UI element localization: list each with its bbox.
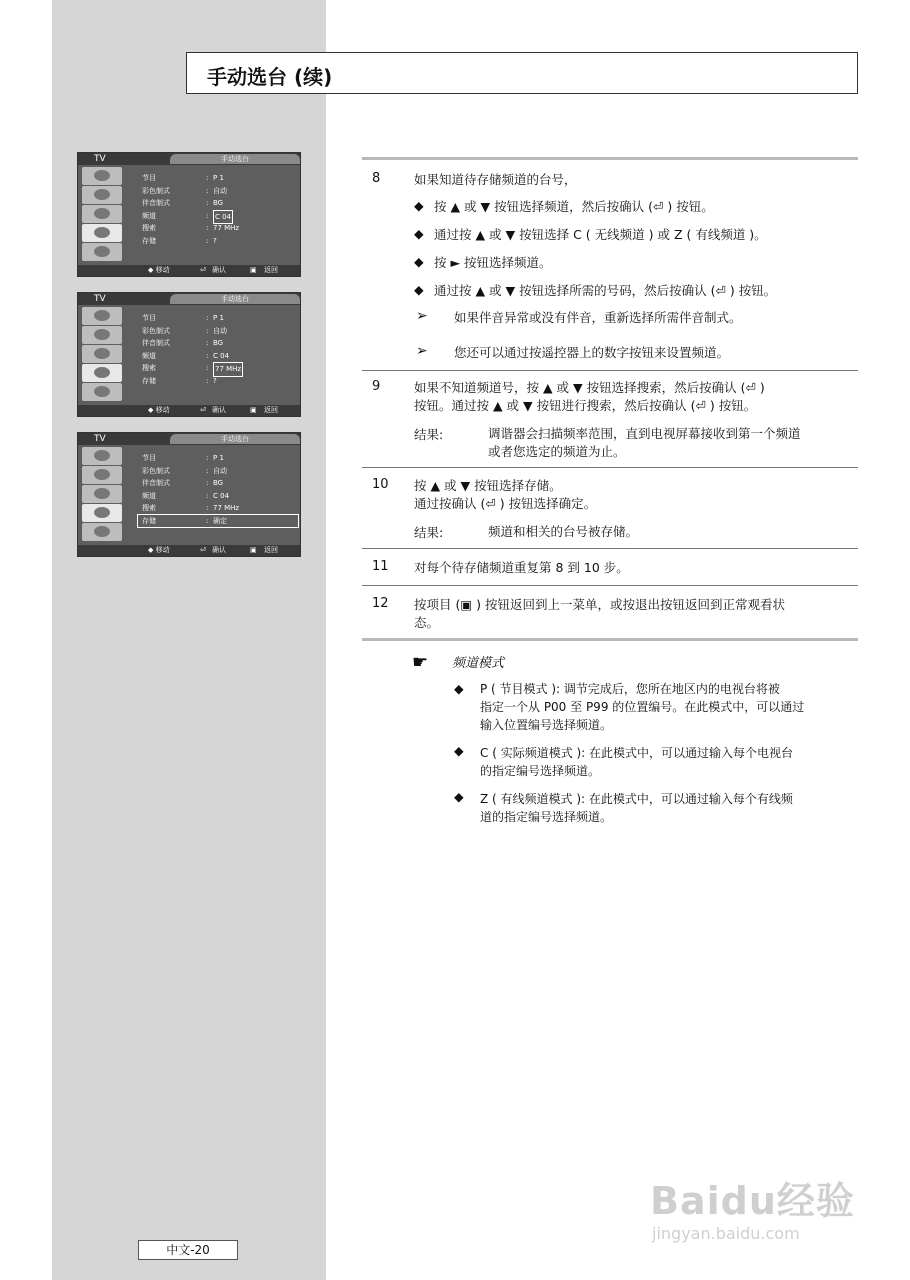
mode-p-line-1: P ( 节目模式 ): 调节完成后，您所在地区内的电视台将被 [480,682,780,696]
osd-title: 手动选台 [170,294,300,304]
watermark-brand: Baidu经验 [650,1179,855,1223]
osd-topbar [78,293,300,305]
osd-row-label: 搜索 [142,364,156,372]
watermark-url: jingyan.baidu.com [652,1224,800,1243]
rule-bottom [362,638,858,641]
diamond-bullet-icon: ◆ [454,681,464,696]
osd-tv-label: TV [94,294,106,304]
osd-row-colon: : [206,236,209,245]
osd-row-label: 彩色制式 [142,186,170,195]
osd-row [138,185,298,198]
osd-footer-back: 返回 [264,266,278,274]
step-11-number: 11 [372,559,389,574]
osd-row-label: 伴音制式 [142,199,170,207]
mode-section-title: 频道模式 [452,656,505,671]
osd-row-label: 存储 [142,236,156,245]
osd-row-colon: : [206,466,209,475]
step-9-line-1: 如果不知道频道号，按 ▲ 或 ▼ 按钮选择搜索，然后按确认 (⏎ ) [414,380,765,395]
diamond-bullet-icon: ◆ [414,282,424,297]
input-menu-icon [82,243,122,261]
rule-9-10 [362,467,858,468]
step-9-result-1: 调谐器会扫描频率范围，直到电视屏幕接收到第一个频道 [488,426,801,441]
sound-menu-icon [82,466,122,484]
osd-row [138,210,298,223]
menu-icon: ▣ [250,266,257,274]
osd-row [138,490,298,503]
mode-p-line-3: 输入位置编号选择频道。 [480,718,613,732]
osd-row-value: C 04 [213,491,230,500]
step-12-line-2: 态。 [414,615,440,630]
menu-icon: ▣ [250,546,257,554]
page-number: 中文-20 [138,1240,238,1260]
osd-row [138,375,298,388]
osd-row-colon: : [206,339,209,347]
osd-row-label: 搜索 [142,504,156,512]
diamond-bullet-icon: ◆ [414,254,424,269]
channel-menu-icon [82,485,122,503]
channel-menu-icon [82,345,122,363]
step-10-line-2: 通过按确认 (⏎ ) 按钮选择确定。 [414,496,597,511]
step-10-line-1: 按 ▲ 或 ▼ 按钮选择存储。 [414,478,562,493]
osd-tv-label: TV [94,434,106,444]
osd-row-label: 存储 [142,516,156,525]
step-8-note-2: 您还可以通过按遥控器上的数字按钮来设置频道。 [454,345,730,360]
osd-row-label: 存储 [142,376,156,385]
osd-row-label: 搜索 [142,224,156,232]
enter-icon: ⏎ [200,406,206,414]
osd-row-colon: : [206,211,209,220]
osd-footer-move: ◆ 移动 [148,406,170,414]
sound-menu-icon [82,326,122,344]
osd-row-value: 自动 [213,466,227,475]
osd-footer [78,545,300,556]
osd-row-value: 自动 [213,326,227,335]
osd-row-label: 节目 [142,174,156,182]
osd-row-colon: : [206,224,209,232]
step-9-number: 9 [372,379,381,394]
step-8-bullet-4: 通过按 ▲ 或 ▼ 按钮选择所需的号码，然后按确认 (⏎ ) 按钮。 [434,283,777,298]
rule-10-11 [362,548,858,549]
osd-footer [78,265,300,276]
osd-screen-2 [77,292,301,417]
osd-rows [138,452,298,527]
step-11-text: 对每个待存储频道重复第 8 到 10 步。 [414,560,629,575]
enter-icon: ⏎ [200,266,206,274]
osd-row-label: 频道 [142,211,156,220]
osd-footer-confirm: 确认 [212,546,226,554]
osd-row-label: 频道 [142,351,156,360]
osd-row-value: C 04 [213,351,230,360]
osd-row [138,197,298,210]
rule-8-9 [362,370,858,371]
osd-row-value: ? [213,236,217,245]
osd-title: 手动选台 [170,154,300,164]
note-arrow-icon: ➢ [416,308,428,324]
rule-11-12 [362,585,858,586]
osd-row-colon: : [206,186,209,195]
mode-c-line-2: 的指定编号选择频道。 [480,764,601,778]
picture-menu-icon [82,307,122,325]
osd-title: 手动选台 [170,434,300,444]
osd-row-colon: : [206,314,209,322]
mode-p-line-2: 指定一个从 P00 至 P99 的位置编号。在此模式中，可以通过 [480,700,805,714]
osd-row-label: 节目 [142,314,156,322]
osd-row-value: 确定 [213,516,227,525]
picture-menu-icon [82,447,122,465]
osd-tv-label: TV [94,154,106,164]
osd-row [138,312,298,325]
step-9-result-2: 或者您选定的频道为止。 [488,444,626,459]
osd-topbar [78,433,300,445]
osd-row-value: P 1 [213,174,224,182]
osd-row-value: 77 MHz [213,504,240,512]
diamond-bullet-icon: ◆ [454,789,464,804]
osd-row-label: 彩色制式 [142,326,170,335]
mode-z-line-1: Z ( 有线频道模式 ): 在此模式中，可以通过输入每个有线频 [480,792,793,806]
osd-row-value: P 1 [213,314,224,322]
osd-footer-move: ◆ 移动 [148,266,170,274]
osd-row [138,350,298,363]
osd-footer-confirm: 确认 [212,266,226,274]
enter-icon: ⏎ [200,546,206,554]
osd-row-colon: : [206,516,209,525]
osd-row [138,337,298,350]
osd-row [138,502,298,515]
osd-row [138,172,298,185]
step-12-number: 12 [372,596,389,611]
picture-menu-icon [82,167,122,185]
osd-row-value: P 1 [213,454,224,462]
osd-row-value: 77 MHz [213,224,240,232]
osd-row-label: 节目 [142,454,156,462]
mode-z-line-2: 道的指定编号选择频道。 [480,810,613,824]
step-9-line-2: 按钮。通过按 ▲ 或 ▼ 按钮进行搜索，然后按确认 (⏎ ) 按钮。 [414,398,757,413]
note-arrow-icon: ➢ [416,343,428,359]
osd-row-colon: : [206,479,209,487]
setup-menu-icon [82,224,122,242]
step-8-bullet-2: 通过按 ▲ 或 ▼ 按钮选择 C ( 无线频道 ) 或 Z ( 有线频道 )。 [434,227,767,242]
osd-row-label: 彩色制式 [142,466,170,475]
osd-rows [138,172,298,247]
pointing-hand-icon: ☛ [412,652,429,673]
osd-screen-3 [77,432,301,557]
step-8-bullet-3: 按 ► 按钮选择频道。 [434,255,552,270]
step-10-number: 10 [372,477,389,492]
diamond-bullet-icon: ◆ [414,198,424,213]
step-8-text: 如果知道待存储频道的台号， [414,172,577,187]
input-menu-icon [82,383,122,401]
step-10-result-label: 结果: [414,525,444,540]
osd-row [138,235,298,248]
step-8-number: 8 [372,171,381,186]
sound-menu-icon [82,186,122,204]
diamond-bullet-icon: ◆ [454,743,464,758]
osd-row [138,362,298,375]
osd-row-colon: : [206,199,209,207]
mode-c-line-1: C ( 实际频道模式 ): 在此模式中，可以通过输入每个电视台 [480,746,794,760]
channel-menu-icon [82,205,122,223]
osd-menu-icons [80,306,124,406]
osd-row [138,515,298,528]
baidu-watermark [650,1160,860,1260]
osd-row-value: 自动 [213,186,227,195]
step-8-bullet-1: 按 ▲ 或 ▼ 按钮选择频道，然后按确认 (⏎ ) 按钮。 [434,199,714,214]
osd-row-colon: : [206,491,209,500]
menu-icon: ▣ [250,406,257,414]
setup-menu-icon [82,504,122,522]
osd-footer-move: ◆ 移动 [148,546,170,554]
osd-row [138,325,298,338]
osd-row-value: 77 MHz [213,362,243,377]
osd-footer-back: 返回 [264,546,278,554]
osd-row-label: 频道 [142,491,156,500]
rule-top [362,157,858,160]
osd-row-value: BG [213,479,224,487]
osd-row-value: BG [213,199,224,207]
osd-screen-1 [77,152,301,277]
osd-row-colon: : [206,364,209,372]
osd-footer-back: 返回 [264,406,278,414]
step-9-result-label: 结果: [414,427,444,442]
osd-rows [138,312,298,387]
osd-menu-icons [80,446,124,546]
osd-menu-icons [80,166,124,266]
setup-menu-icon [82,364,122,382]
page-title: 手动选台 (续) [207,65,333,89]
osd-row-colon: : [206,454,209,462]
osd-row-value: C 04 [213,210,233,225]
osd-row-value: ? [213,376,217,385]
osd-row [138,465,298,478]
step-10-result: 频道和相关的台号被存储。 [488,524,639,539]
osd-footer-confirm: 确认 [212,406,226,414]
osd-row-label: 伴音制式 [142,479,170,487]
osd-row-colon: : [206,376,209,385]
step-12-line-1: 按项目 (▣ ) 按钮返回到上一菜单，或按退出按钮返回到正常观看状 [414,597,785,612]
osd-row [138,222,298,235]
osd-row-value: BG [213,339,224,347]
osd-row-colon: : [206,504,209,512]
diamond-bullet-icon: ◆ [414,226,424,241]
osd-row [138,477,298,490]
osd-row-label: 伴音制式 [142,339,170,347]
input-menu-icon [82,523,122,541]
osd-topbar [78,153,300,165]
osd-row [138,452,298,465]
step-8-note-1: 如果伴音异常或没有伴音，重新选择所需伴音制式。 [454,310,742,325]
osd-footer [78,405,300,416]
osd-row-colon: : [206,174,209,182]
page-title-box [186,52,858,94]
osd-row-colon: : [206,326,209,335]
osd-row-colon: : [206,351,209,360]
